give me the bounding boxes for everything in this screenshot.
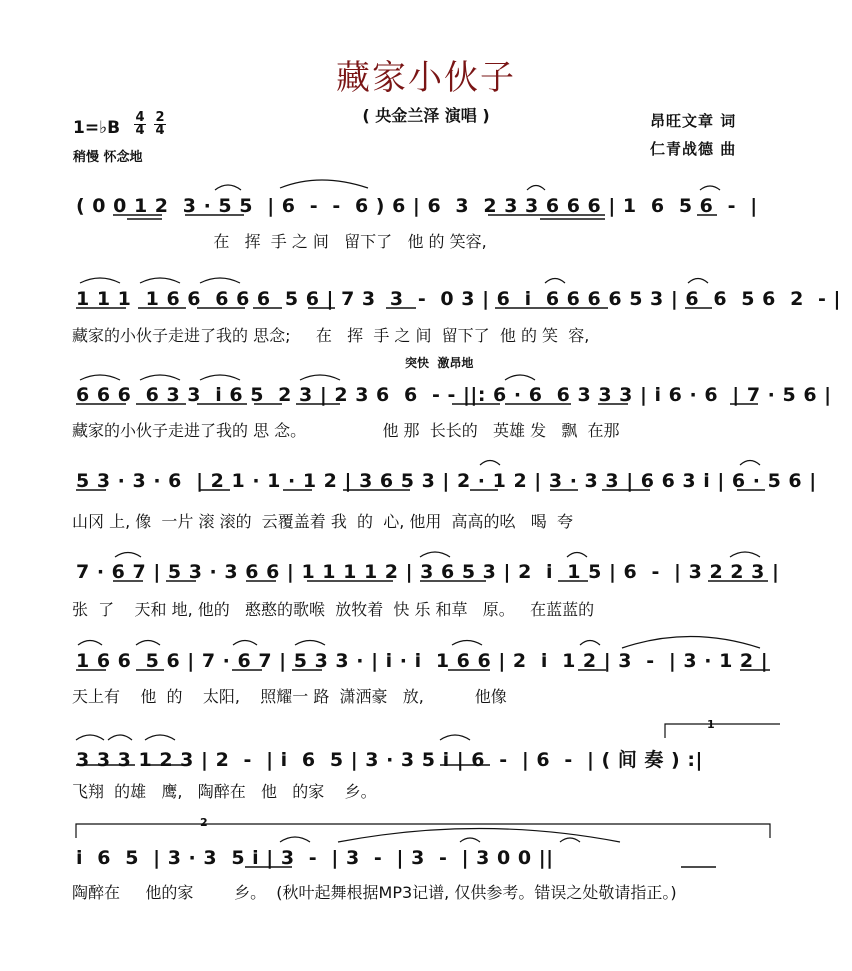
time-signature-2-4: 2 4 — [155, 110, 165, 138]
lyric-row-5: 张 了 天和 地, 他的 憨憨的歌喉 放牧着 快 乐 和草 原。 在蓝蓝的 — [72, 600, 595, 619]
singer-credit: ( 央金兰泽 演唱 ) — [362, 106, 490, 125]
lyric-row-1: 在 挥 手 之 间 留下了 他 的 笑容, — [76, 232, 487, 251]
notation-row-7: 3 3 3 1 2 3 | 2 - | i 6 5 | 3 · 3 5 i | 6 - | 6 - | ( 间 奏 ) :| — [76, 749, 703, 771]
composer-credit: 仁青战德 曲 — [650, 140, 737, 158]
lyric-row-6: 天上有 他 的 太阳, 照耀一 路 潇洒豪 放, 他像 — [72, 687, 507, 706]
tempo-change-marking: 突快 激昂地 — [405, 356, 474, 370]
lyric-row-3: 藏家的小伙子走进了我的 思 念。 他 那 长长的 英雄 发 飘 在那 — [72, 421, 620, 440]
notation-row-1: ( 0 0 1 2 3 · 5 5 | 6 - - 6 ) 6 | 6 3 2 3 3 6 6 6 | 1 6 5 6 - | — [76, 195, 758, 217]
lyric-row-7: 飞翔 的雄 鹰, 陶醉在 他 的家 乡。 — [72, 782, 377, 801]
lyric-row-4: 山冈 上, 像 一片 滚 滚的 云覆盖着 我 的 心, 他用 高高的吆 喝 夸 — [72, 512, 573, 531]
volta-2-label: 2 — [200, 816, 208, 829]
key-signature: 1=♭B — [73, 118, 121, 138]
notation-row-5: 7 · 6 7 | 5 3 · 3 6 6 | 1 1 1 1 2 | 3 6 5 3 | 2 i 1 5 | 6 - | 3 2 2 3 | — [76, 561, 780, 583]
volta-1-label: 1 — [707, 718, 715, 731]
lyric-row-8: 陶醉在 他的家 乡。 (秋叶起舞根据MP3记谱, 仅供参考。错误之处敬请指正。) — [72, 883, 677, 902]
lyric-row-2: 藏家的小伙子走进了我的 思念; 在 挥 手 之 间 留下了 他 的 笑 容, — [72, 326, 590, 345]
notation-row-4: 5 3 · 3 · 6 | 2 1 · 1 · 1 2 | 3 6 5 3 | 2 · 1 2 | 3 · 3 3 | 6 6 3 i | 6 · 5 6 | — [76, 470, 817, 492]
notation-row-8: i 6 5 | 3 · 3 5 i | 3 - | 3 - | 3 - | 3 0 0 || — [76, 847, 554, 869]
notation-row-6: 1 6 6 5 6 | 7 · 6 7 | 5 3 3 · | i · i 1 6 6 | 2 i 1 2 | 3 - | 3 · 1 2 | — [76, 650, 769, 672]
time-signature-4-4: 4 4 — [135, 110, 145, 138]
song-title: 藏家小伙子 — [336, 58, 516, 98]
notation-row-3: 6 6 6 6 3 3 i 6 5 2 3 | 2 3 6 6 - - ||: 6 · 6 6 3 3 3 | i 6 · 6 | 7 · 5 6 | — [76, 384, 832, 406]
tempo-marking: 稍慢 怀念地 — [73, 150, 143, 165]
notation-row-2: 1 1 1 1 6 6 6 6 6 5 6 | 7 3 3 - 0 3 | 6 i 6 6 6 6 5 3 | 6 6 5 6 2 - | — [76, 288, 841, 310]
lyricist-credit: 昂旺文章 词 — [650, 112, 737, 130]
